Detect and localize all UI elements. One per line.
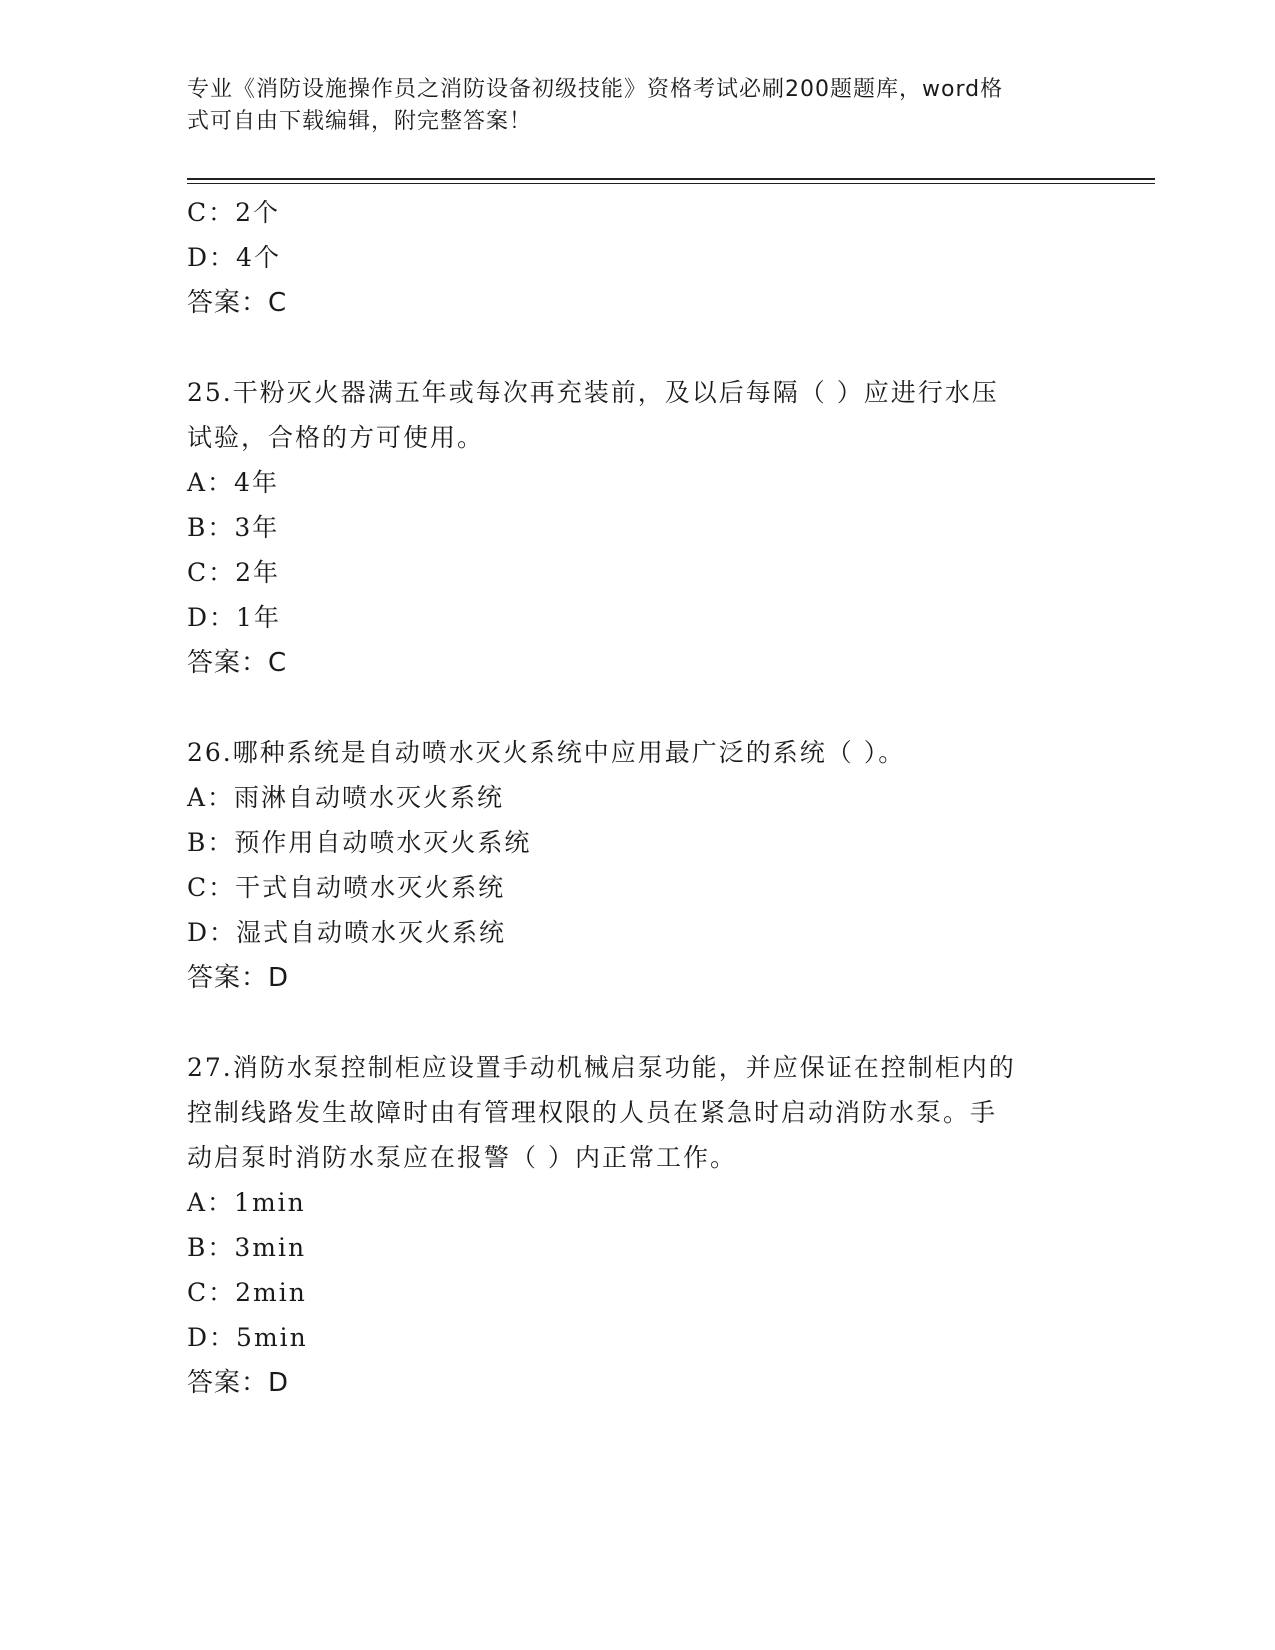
option-b: B：3年 (187, 513, 280, 542)
header-line-2: 式可自由下载编辑，附完整答案！ (187, 109, 533, 134)
question-stem-line: 试验，合格的方可使用。 (187, 423, 485, 452)
question-list (187, 190, 1087, 1406)
answer-line: 答案：D (187, 1368, 290, 1398)
answer-line: 答案：D (187, 963, 290, 993)
option-a: A：雨淋自动喷水灭火系统 (187, 783, 505, 812)
option-a: A：4年 (187, 468, 279, 497)
header-line-1: 专业《消防设施操作员之消防设备初级技能》资格考试必刷200题题库，word格 (187, 77, 1004, 102)
answer-line: 答案：C (187, 648, 288, 678)
question-25 (187, 370, 1087, 686)
question-stem-line: 25.干粉灭火器满五年或每次再充装前，及以后每隔（ ）应进行水压 (187, 378, 999, 407)
question-stem-line: 控制线路发生故障时由有管理权限的人员在紧急时启动消防水泵。手 (187, 1098, 998, 1127)
option-d: D：4个 (187, 243, 281, 272)
option-c: C：2个 (187, 198, 281, 227)
option-d: D：湿式自动喷水灭火系统 (187, 918, 507, 947)
option-c: C：2年 (187, 558, 281, 587)
previous-question-tail (187, 190, 1087, 326)
header-divider-thin (187, 183, 1155, 184)
option-c: C：干式自动喷水灭火系统 (187, 873, 506, 902)
option-b: B：3min (187, 1233, 307, 1262)
header-divider-thick (187, 178, 1155, 180)
question-stem-line: 26.哪种系统是自动喷水灭火系统中应用最广泛的系统（ ）。 (187, 738, 906, 767)
option-a: A：1min (187, 1188, 306, 1217)
option-c: C：2min (187, 1278, 307, 1307)
question-26 (187, 730, 1087, 1001)
question-27 (187, 1045, 1087, 1406)
question-stem-line: 动启泵时消防水泵应在报警（ ）内正常工作。 (187, 1143, 737, 1172)
option-d: D：5min (187, 1323, 308, 1352)
question-stem-line: 27.消防水泵控制柜应设置手动机械启泵功能，并应保证在控制柜内的 (187, 1053, 1016, 1082)
option-d: D：1年 (187, 603, 281, 632)
answer-line: 答案：C (187, 288, 288, 318)
document-header (187, 74, 1077, 138)
option-b: B：预作用自动喷水灭火系统 (187, 828, 532, 857)
